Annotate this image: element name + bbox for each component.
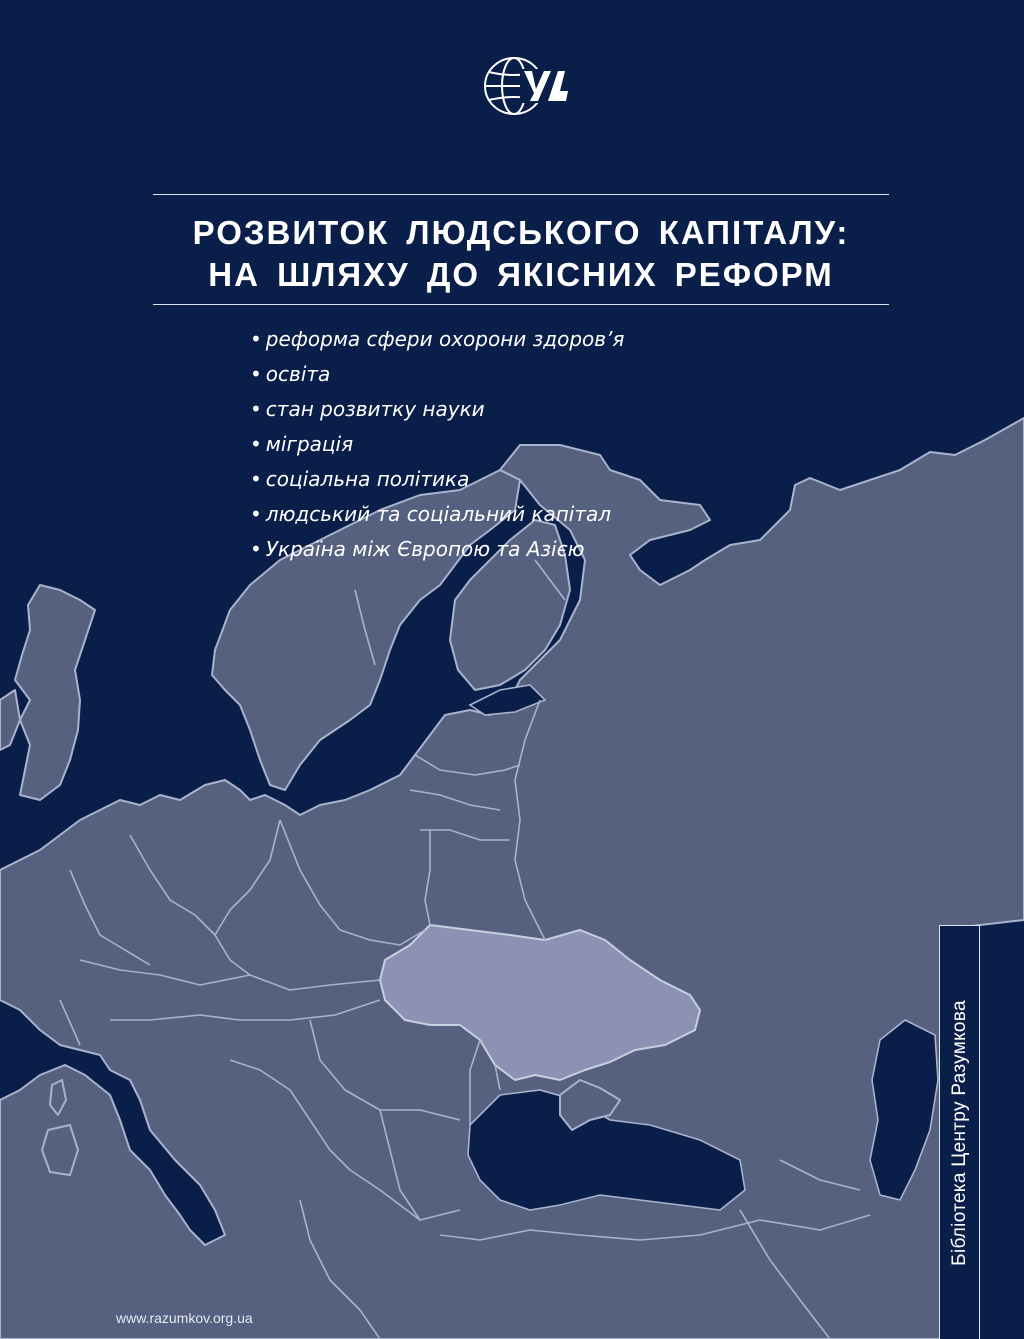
title-line-1: РОЗВИТОК ЛЮДСЬКОГО КАПІТАЛУ:	[192, 214, 850, 251]
title-line-2: НА ШЛЯХУ ДО ЯКІСНИХ РЕФОРМ	[208, 256, 834, 293]
list-item: • освіта	[250, 362, 331, 386]
list-item: • міграція	[250, 432, 354, 456]
topics-list	[250, 322, 624, 567]
series-label-box	[939, 925, 980, 1339]
logo-letters: УЦ	[480, 55, 482, 56]
bullet: •	[250, 537, 262, 561]
sardinia	[42, 1125, 78, 1175]
list-item: • Україна між Європою та Азією	[250, 537, 585, 561]
series-label: Бібліотека Центру Разумкова	[948, 999, 970, 1266]
list-item: • соціальна політика	[250, 467, 470, 491]
great-britain	[15, 585, 95, 800]
title-rule-bottom	[153, 304, 889, 305]
title-rule-top	[153, 194, 889, 195]
bullet: •	[250, 467, 262, 491]
bullet: •	[250, 327, 262, 351]
list-item: • стан розвитку науки	[250, 397, 485, 421]
list-item: • людський та соціальний капітал	[250, 502, 612, 526]
globe-monogram-logo	[480, 55, 576, 117]
ireland	[0, 690, 20, 750]
list-item: • реформа сфери охорони здоров’я	[250, 327, 625, 351]
bullet: •	[250, 362, 262, 386]
bullet: •	[250, 432, 262, 456]
bullet: •	[250, 397, 262, 421]
website-link[interactable]: www.razumkov.org.ua	[116, 1310, 253, 1326]
page-title	[153, 212, 889, 296]
bullet: •	[250, 502, 262, 526]
